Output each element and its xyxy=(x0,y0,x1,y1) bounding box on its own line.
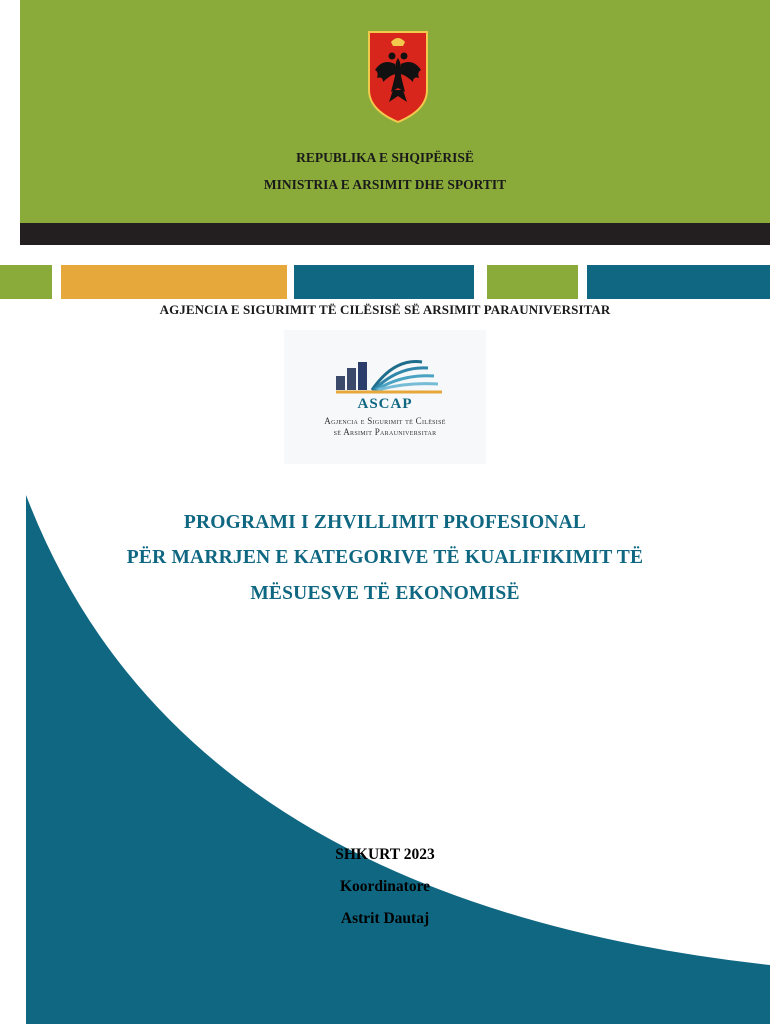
country-name: REPUBLIKA E SHQIPËRISË xyxy=(296,150,474,165)
ascap-logo xyxy=(284,330,486,464)
coordinator-name: Astrit Dautaj xyxy=(340,910,430,927)
decorative-blue-block xyxy=(294,265,474,299)
ascap-subtitle-line1: Agjencia e Sigurimit të Cilësisë xyxy=(324,416,446,426)
ascap-acronym: ASCAP xyxy=(357,396,413,412)
publication-date: SHKURT 2023 xyxy=(335,846,435,863)
ministry-name: MINISTRIA E ARSIMIT DHE SPORTIT xyxy=(263,177,507,192)
dark-divider-stripe xyxy=(20,223,770,245)
decorative-green-block xyxy=(487,265,578,299)
document-title-line3: MËSUESVE TË EKONOMISË xyxy=(250,583,520,604)
document-title-line2: PËR MARRJEN E KATEGORIVE TË KUALIFIKIMIT TË xyxy=(126,547,644,568)
ascap-subtitle-line2: së Arsimit Parauniversitar xyxy=(333,427,437,437)
decorative-green-block xyxy=(0,265,52,299)
coordinator-label: Koordinatore xyxy=(339,878,431,895)
ascap-book-icon xyxy=(334,356,444,396)
decorative-orange-block xyxy=(61,265,287,299)
albanian-coat-of-arms-icon xyxy=(367,30,429,124)
decorative-blue-block xyxy=(587,265,770,299)
document-title-line1: PROGRAMI I ZHVILLIMIT PROFESIONAL xyxy=(183,512,587,533)
agency-name: AGJENCIA E SIGURIMIT TË CILËSISË SË ARSIMIT PARAUNIVERSITAR xyxy=(159,302,611,317)
